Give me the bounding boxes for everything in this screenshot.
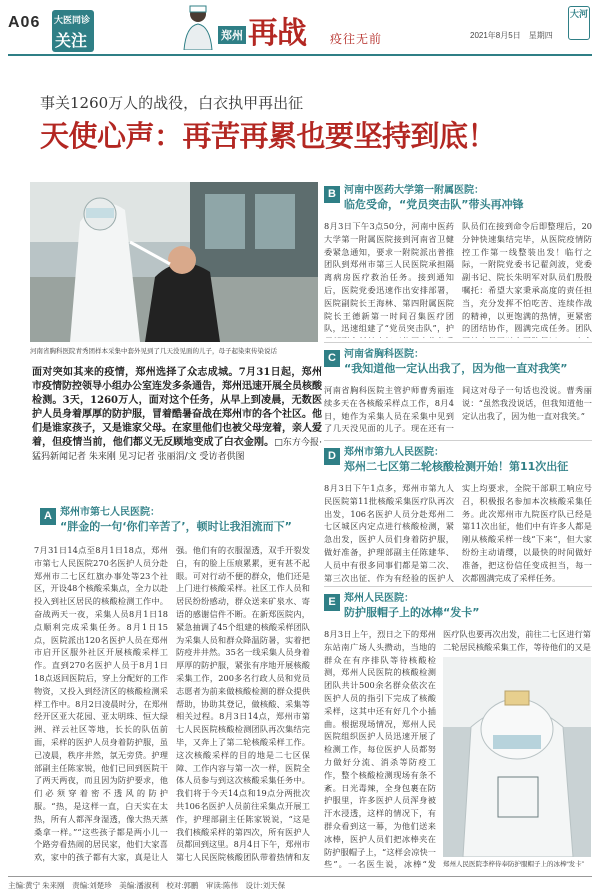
nurse-illustration-icon [180,2,216,50]
kicker: 事关1260万人的战役，白衣执甲再出征 [40,94,304,112]
section-a-col1: 7月31日14点至8月1日18点，郑州市第七人民医院270名医护人员分赴郑州市二七区红旗办事处等23个社区，开设48个核酸采集点，全力以赴投入到社区居民的核酸检测工作中。奋战两天一夜，采集人员8月1日18点顺利完成采集任务。8月1日15点，医院派出120名医护人员在郑州市启开区服外社区开展核酸采样工作。直到270名医护人员于8月1日18点返回医院后，穿上分配好的工作物资，又投入到经济区的核酸检测采样工作中。8月2日凌晨时分，在郑州经开区亚大花园、亚太明珠、恒大绿洲、祥云社区等地，长长的队伍前面，采样的医护人员身着防护服，虽已凌晨，秩序井然，氛无旁贷。护理部副主任陈家锐，他们已回到医院干了两天两夜，而且因为防护要求，他们必须穿着密不透风的防护服。“热，是这样一直，白天实在太热，所有人都浑身湿透，像大热天蒸桑拿一样。”“这些孩子都是两小儿一个路旁看热闹的居民家，他们大家喜欢，家中的孩子都有大家，真是让人 [34,545,168,862]
section-c-marker: C [324,350,340,367]
section-d-title: 郑州二七区第二轮核酸检测开始！第11次出征 [344,460,569,473]
section-b-marker: B [324,186,340,203]
divider [324,440,592,441]
section-a-col2: 强。他们有的衣服湿透，双手开裂发白，有的脸上压痕累累，更有甚不起眼。可对行动不便的群众，他们还是上门进行核酸采样。社区工作人员和居民纷纷感动，群众送来矿泉水、寄语的感谢信件不断。在新郑医院内，紧急抽调了45个组建的核酸采样团队为采集人员和群众降温防暑，实着把防疫井井然。35名一线采集人员身着厚厚的防护服，紧张有序地开展核酸采集工作，200多名行政人员和党员志愿者为前来做核酸检测的群众提供帮助，协助其登记，做核酸、采集等相关过程。8月3日14点，郑州市第七人民医院核酸检测团队再次集结完毕，又奔上了第二轮核酸采样工作。这次核酸采样的目的地是二七区保障、工作内容与第一次一样，医院全体人员参与到这次核酸采集任务中。我们将于今天14点和19点分两批次共106名医护人员前往采集点开展工作，护理部副主任陈家锐说，“这是我们核酸采样的第四次，所有医护人员都回到这里。8月4日下午，郑州市第七人民医院核酸团队带着热情和友 [176,545,310,862]
section-b-col2: 队员们在接到命令后即整理后，20分钟快速集结完毕，从医院疫情防控工作第一线整装出发！临行之际，一附院党委书记翟剑波，党委副书记、院长朱明军对队员们殷殷嘱托：希望大家秉承高度的责任担当，充分发挥不怕吃苦、连续作战的精神，以更饱满的热情，更紧密的团结协作，圆满完成任务。团队 [462,221,592,334]
swab-photo [30,182,318,342]
section-c-title: “我知道他一定认出我了，因为他一直对我笑” [344,362,568,375]
section-c-org: 河南省胸科医院： [344,349,424,360]
section-c-col1: 河南省胸科医院主管护师曹秀丽连续多天在各核酸采样点工作，8月4日，她作为采集人员在采集中见到了几天没见面的儿子。现在还有一 [324,385,454,434]
photo1-caption: 河南省胸科医院青秀团样本采集中套外见到了几天没见面的儿子，母子起染束传染说话 [30,348,277,355]
section-e-col1: 8月3日上午，烈日之下的郑州东站南广场人头攒动，当地的群众在有序排队等待核酸检测，郑州人民医院的核酸检测团队共计500余名群众依次在医护人员的指引下完成了核酸采样，这其中还有好几个小插曲。根据现场情况，郑州人民医院组织医护人员迅速开展了检测工作，每位医护人员都努力做好分流、消杀等防疫工作，整个核酸检测现场有条不紊。日光毒辣，全身包裹在防护服里，许多医护人员浑身被汗水浸透，这样的情况下，有群众看到这一幕，为他们送来冰棒，医护人员们把冰棒夹在防护服帽子上，“这样会凉快一些”。一名医生说，冰棒“发 [324,629,436,870]
section-b-title: 临危受命，“党员突击队”带头再冲锋 [344,198,524,211]
ice-pop-hairclip-photo [443,657,591,857]
header-divider [8,54,592,56]
section-d-col2: 实上均要求，全院干部职工响应号召，积极报名参加本次核酸采集任务。此次郑州市九院医疗队已经是第11次出征，他们中有许多人都是刚从核酸采样一线“下来”，但大家纷纷主动请缨，以最快的时间做好准备，把这份信任变成担当，每一次都圆满完成了采样任务。 [462,483,592,582]
section-a-title: “胖金的一句‘你们辛苦了’，顿时让我泪流而下” [60,520,292,533]
byline: □东方今报·猛犸新闻记者 朱来刚 见习记者 张丽涓/文 受访者供图 [32,438,323,462]
section-d-col1: 8月3日下午1点多，郑州市第九人民医院第11批核酸采集医疗队再次出发，106名医护人员分赴郑州二七区城区内定点进行核酸检测，紧急出发，医护人员们身着防护服，做好准备，护理部副主任陈建华、人员中有很多同事们都是第二次、第三次出征，作为有经验的医护人 [324,483,454,582]
divider [324,342,592,343]
photo2-caption: 郑州人民医院李梓侍奉防护服帽子上的冰棒“发卡” [443,861,584,868]
lead-text: 面对突如其来的疫情，郑州选择了众志成城。7月31日起，郑州市疫情防控领导小组办公室连发多条通告，郑州迅速开展全员核酸检测。3天，1260万人，面对这个任务，从早上到凌晨，无数医护人员身着厚厚的防护服，冒着酷暑奋战在郑州市的各个社区。他们是谁家孩子，又是谁家父母。在家里他们也被父母宠着，亲人爱着，但疫情当前，他们都义无反顾地变成了白衣金刚。 [32,367,322,448]
column-subtitle: 疫往无前 [330,32,383,46]
paper-logo: 大河 [568,6,590,40]
section-b-org: 河南中医药大学第一附属医院： [344,185,484,196]
divider [324,586,592,587]
section-b-col1: 8月3日下午3点50分，河南中医药大学第一附属医院接到河南省卫健委紧急通知，要求一附院派出普推团队到郑州市第三人民医院承担隔离病房医疗救治任务。接到通知后，医院党委迅速作出安排部署，医院副院长王海林、第四附属医院院长王德新第一时间召集医疗团队，迅速组建了“党员突击队”，护 [324,221,454,334]
city-tag: 郑州 [218,26,246,44]
section-d-marker: D [324,448,340,465]
lead-paragraph [32,366,322,464]
column-title: 再战 [248,16,306,51]
section-band-main: 关注 [55,31,88,50]
section-band [52,10,94,52]
section-band-top: 大医同诊 [54,15,91,25]
section-e-col2: 医疗队也要再次出发，前往二七区进行第二轮居民核酸采集工作，等待他们的又是 [443,629,591,652]
section-e-title: 防护服帽子上的冰棒“发卡” [344,606,480,619]
page-number: A06 [8,14,41,31]
main-headline: 天使心声：再苦再累也要坚持到底！ [40,119,497,153]
section-e-org: 郑州人民医院： [344,593,414,604]
section-a-marker: A [40,508,56,525]
section-c-col2: 间这对母子一句话也没说。曹秀丽说：“虽然我没说话，但我知道他一定认出我了，因为他一直对我笑。” [462,385,592,421]
editorial-credits: 主编:黄宁 朱来刚 责编:刘楚珍 美编:潘淑利 校对:郭鹏 审读:陈伟 设计:刘天保 [8,876,592,891]
section-e-marker: E [324,594,340,611]
section-d-org: 郑州市第九人民医院： [344,447,444,458]
section-a-org: 郑州市第七人民医院： [60,507,160,518]
issue-date: 2021年8月5日 星期四 [470,31,553,40]
